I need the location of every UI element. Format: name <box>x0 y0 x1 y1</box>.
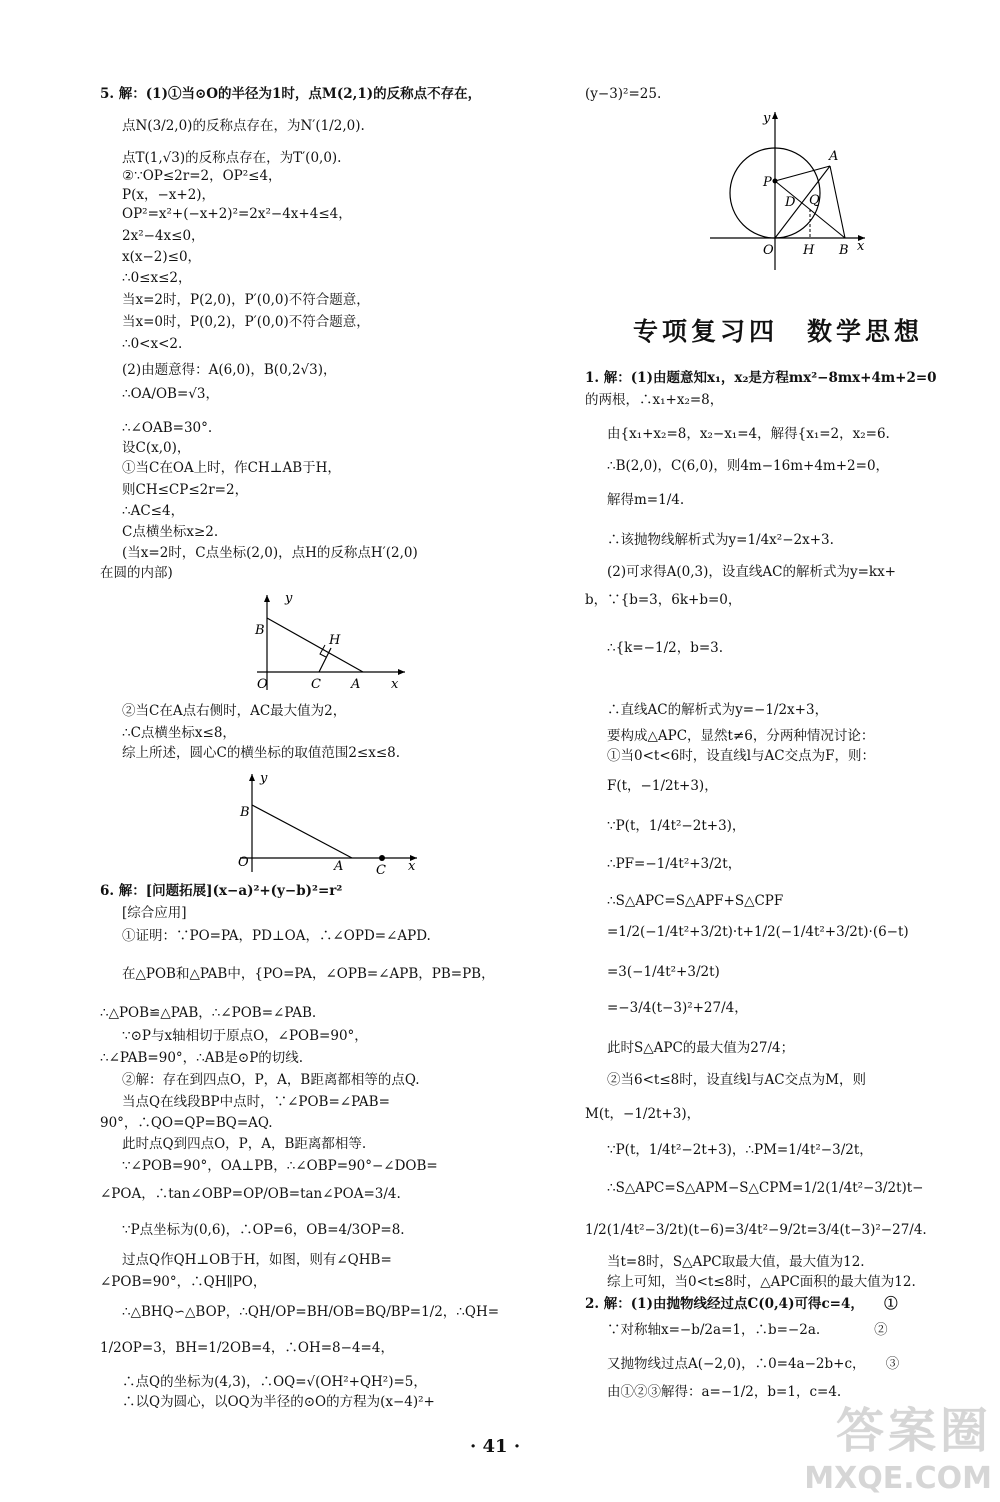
fig3-label: y <box>763 111 771 126</box>
text-line: 6. 解：[问题拓展](x−a)²+(y−b)²=r² <box>100 883 343 899</box>
text-line: 则CH≤CP≤2r=2， <box>122 482 249 498</box>
text-line: 点T(1,√3)的反称点存在，为T′(0,0). <box>122 150 342 166</box>
text-line: ∵对称轴x=−b/2a=1，∴b=−2a. ② <box>607 1322 888 1338</box>
text-line: 当x=2时，P(2,0)，P′(0,0)不符合题意， <box>122 292 370 308</box>
text-line: 2. 解：(1)由抛物线经过点C(0,4)可得c=4， ① <box>585 1296 898 1312</box>
text-line: 解得m=1/4. <box>607 492 685 508</box>
text-line: 由{x₁+x₂=8，x₂−x₁=4，解得{x₁=2，x₂=6. <box>607 426 890 442</box>
watermark-top: 答案圈 <box>835 1403 992 1459</box>
text-line: 当t=8时，S△APC取最大值，最大值为12. <box>607 1254 865 1270</box>
text-line: ∴直线AC的解析式为y=−1/2x+3， <box>607 702 829 718</box>
text-line: 综上所述，圆心C的横坐标的取值范围2≤x≤8. <box>122 745 401 761</box>
text-line: (2)由题意得：A(6,0)，B(0,2√3)， <box>122 362 337 378</box>
text-line: ∵P(t，1/4t²−2t+3)， <box>607 818 746 834</box>
text-line: ∵⊙P与x轴相切于原点O，∠POB=90°， <box>122 1028 368 1044</box>
text-line: ∴PF=−1/4t²+3/2t， <box>607 856 742 872</box>
text-line: 在△POB和△PAB中，{PO=PA，∠OPB=∠APB，PB=PB， <box>122 966 495 982</box>
fig3-label: O <box>763 243 774 258</box>
line-ab <box>267 618 363 672</box>
text-line: (当x=2时，C点坐标(2,0)，点H的反称点H′(2,0) <box>122 545 418 561</box>
text-line: ∴∠PAB=90°，∴AB是⊙P的切线. <box>100 1050 304 1066</box>
text-line: M(t，−1/2t+3)， <box>585 1106 701 1122</box>
fig3-label: A <box>829 149 839 164</box>
text-line: ②∵OP≤2r=2，OP²≤4， <box>122 168 282 184</box>
fig2-label: y <box>260 771 268 786</box>
text-line: ②当6<t≤8时，设直线l与AC交点为M，则 <box>607 1072 866 1088</box>
fig3-label: D <box>785 195 796 210</box>
text-line: 要构成△APC，显然t≠6，分两种情况讨论： <box>607 728 875 744</box>
page-number: · 41 · <box>470 1436 521 1457</box>
text-line: ∴0≤x≤2， <box>122 270 192 286</box>
fig3-label: Q <box>809 193 820 208</box>
text-line: 5. 解：(1)①当⊙O的半径为1时，点M(2,1)的反称点不存在， <box>100 86 482 102</box>
text-line: 在圆的内部) <box>100 565 173 581</box>
fig2-label: B <box>240 805 250 820</box>
text-line: 设C(x,0)， <box>122 440 191 456</box>
fig3-label: H <box>803 243 815 258</box>
text-line: =−3/4(t−3)²+27/4， <box>607 1000 748 1016</box>
text-line: 综上可知，当0<t≤8时，△APC面积的最大值为12. <box>607 1274 916 1290</box>
text-line: ∴△POB≌△PAB，∴∠POB=∠PAB. <box>100 1005 317 1021</box>
continued-equation: (y−3)²=25. <box>585 86 662 102</box>
fig1-label: O <box>257 677 268 692</box>
text-line: ∴∠OAB=30°. <box>122 420 213 436</box>
text-line: C点横坐标x≥2. <box>122 524 219 540</box>
text-line: [综合应用] <box>122 905 187 921</box>
text-line: F(t，−1/2t+3)， <box>607 778 718 794</box>
watermark <box>804 1392 992 1496</box>
point-c <box>379 855 385 861</box>
text-line: 90°，∴QO=QP=BQ=AQ. <box>100 1115 273 1131</box>
text-line: ∴点Q的坐标为(4,3)，∴OQ=√(OH²+QH²)=5， <box>122 1374 427 1390</box>
figure-triangle-perpendicular <box>245 590 415 695</box>
text-line: ∴AC≤4， <box>122 503 185 519</box>
text-line: ∴OA/OB=√3， <box>122 386 219 402</box>
text-line: ①证明：∵PO=PA，PD⊥OA，∴∠OPD=∠APD. <box>122 928 431 944</box>
line-ba <box>252 805 352 858</box>
text-line: ∴S△APC=S△APM−S△CPM=1/2(1/4t²−3/2t)t− <box>607 1180 924 1196</box>
watermark-bottom: MXQE.COM <box>804 1461 992 1496</box>
text-line: 点N(3/2,0)的反称点存在，为N′(1/2,0). <box>122 118 365 134</box>
text-line: ∴C点横坐标x≤8， <box>122 725 236 741</box>
fig3-label: B <box>839 243 849 258</box>
text-line: 的两根，∴x₁+x₂=8， <box>585 392 724 408</box>
text-line: 当点Q在线段BP中点时，∵∠POB=∠PAB= <box>122 1094 390 1110</box>
fig2-label: x <box>408 859 416 874</box>
text-line: ∠POA，∴tan∠OBP=OP/OB=tan∠POA=3/4. <box>100 1186 401 1202</box>
text-line: ∴以Q为圆心，以OQ为半径的⊙O的方程为(x−4)²+ <box>122 1394 435 1410</box>
fig2-label: C <box>376 863 386 875</box>
fig2-label: A <box>334 859 344 874</box>
figure-line-segment <box>232 770 422 875</box>
text-line: ∵P点坐标为(0,6)，∴OP=6，OB=4/3OP=8. <box>122 1222 405 1238</box>
text-line: =3(−1/4t²+3/2t) <box>607 964 720 980</box>
text-line: (2)可求得A(0,3)，设直线AC的解析式为y=kx+ <box>607 564 896 580</box>
fig3-label: x <box>857 239 865 254</box>
text-line: ①当C在OA上时，作CH⊥AB于H， <box>122 460 341 476</box>
text-line: 由①②③解得：a=−1/2，b=1，c=4. <box>607 1384 842 1400</box>
text-line: 过点Q作QH⊥OB于H，如图，则有∠QHB= <box>122 1252 392 1268</box>
fig1-label: B <box>255 623 265 638</box>
figure-circle-tangent <box>705 108 875 273</box>
section-title: 专项复习四 数学思想 <box>633 317 924 346</box>
text-line: 当x=0时，P(0,2)，P′(0,0)不符合题意， <box>122 314 370 330</box>
fig3-label: P <box>763 175 772 190</box>
text-line: 1/2OP=3，BH=1/2OB=4，∴OH=8−4=4， <box>100 1340 394 1356</box>
text-line: ∵∠POB=90°，OA⊥PB，∴∠OBP=90°−∠DOB= <box>122 1158 438 1174</box>
text-line: =1/2(−1/4t²+3/2t)·t+1/2(−1/4t²+3/2t)·(6−t) <box>607 924 909 940</box>
fig2-label: O <box>238 855 249 870</box>
fig1-label: C <box>311 677 321 692</box>
text-line: ①当0<t<6时，设直线l与AC交点为F，则： <box>607 748 875 764</box>
text-line: 1. 解：(1)由题意知x₁，x₂是方程mx²−8mx+4m+2=0 <box>585 370 937 386</box>
text-line: ∴△BHQ∽△BOP，∴QH/OP=BH/OB=BQ/BP=1/2，∴QH= <box>122 1304 500 1320</box>
text-line: 又抛物线过点A(−2,0)，∴0=4a−2b+c， ③ <box>607 1356 900 1372</box>
text-line: 此时点Q到四点O，P，A，B距离都相等. <box>122 1136 367 1152</box>
text-line: b，∵{b=3，6k+b=0， <box>585 592 742 608</box>
text-line: 1/2(1/4t²−3/2t)(t−6)=3/4t²−9/2t=3/4(t−3)²−27/4. <box>585 1222 927 1238</box>
text-line: ∴S△APC=S△APF+S△CPF <box>607 893 784 909</box>
text-line: OP²=x²+(−x+2)²=2x²−4x+4≤4， <box>122 206 352 222</box>
fig1-label: A <box>351 677 361 692</box>
text-line: 此时S△APC的最大值为27/4； <box>607 1040 795 1056</box>
text-line: ∴0<x<2. <box>122 336 183 352</box>
fig1-label: x <box>391 677 399 692</box>
text-line: x(x−2)≤0， <box>122 249 202 265</box>
text-line: ∴{k=−1/2，b=3. <box>607 640 724 656</box>
text-line: ∠POB=90°，∴QH∥PO， <box>100 1274 267 1290</box>
text-line: ∴B(2,0)，C(6,0)，则4m−16m+4m+2=0， <box>607 458 890 474</box>
text-line: ②当C在A点右侧时，AC最大值为2， <box>122 703 347 719</box>
fig1-label: H <box>329 633 341 648</box>
text-line: 2x²−4x≤0， <box>122 228 205 244</box>
text-line: P(x，−x+2)， <box>122 187 216 203</box>
fig1-label: y <box>285 591 293 606</box>
text-line: ②解：存在到四点O，P，A，B距离都相等的点Q. <box>122 1072 420 1088</box>
text-line: ∴该抛物线解析式为y=1/4x²−2x+3. <box>607 532 834 548</box>
text-line: ∵P(t，1/4t²−2t+3)，∴PM=1/4t²−3/2t， <box>607 1142 873 1158</box>
